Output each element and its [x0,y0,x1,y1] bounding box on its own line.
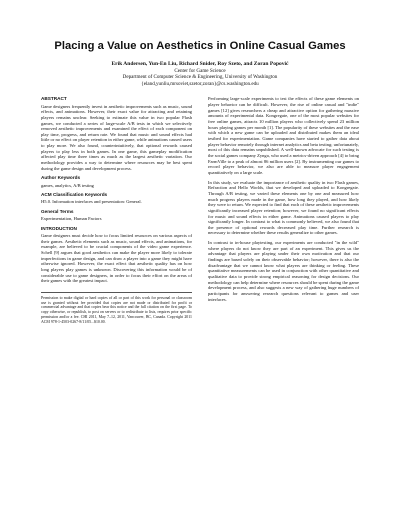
right-paragraph-3: In contrast to in-house playtesting, our experiments are conducted "in the wild" where players do not know they are part of an experiment. This gives us the advantage that players are playing under their own motivation and that our findings are based solely on their observable behavior; however, there is also the disadvantage that we cannot know what players are thinking or feeling. These quantitative measurements can be used in conjunction with other quantitative and qualitative data to provide strong empirical reasoning for design decisions. Our methodology can help determine where resources should be spent during the game development process, and also suggests a new way of gathering huge numbers of participants for answering research questions relevant to games and user interfaces. [208,240,359,302]
right-paragraph-1: Performing large-scale experiments to test the effects of these game elements on player behavior can be difficult. However, the rise of online casual and "indie" games [12] gives researchers a cheap and attractive option for gathering massive amounts of experimental data. Kongregate, one of the most popular websites for free online games, attracts 10 million players who collectively spend 23 million hours playing games per month [1]. The popularity of these websites and the ease with which a new game can be uploaded and distributed makes them an ideal testbed for experimentation. Game companies have started to gather data about player behavior remotely through internet analytics and beta testing; unfortunately, most of this data remains unpublished. A well-known advocate for such testing is the social games company Zynga, who used a metrics-driven approach [4] to bring FarmVille to a peak of almost 86 million users [2]. By instrumenting our games to record player behavior, we also are able to measure player engagement quantitatively on a large scale. [208,96,359,175]
author-keywords-heading: Author Keywords [41,175,81,181]
abstract-heading: ABSTRACT [41,96,67,102]
introduction-heading: INTRODUCTION [41,225,77,231]
affiliation-department: Department of Computer Science & Engineering, University of Washington [122,74,278,81]
author-names: Erik Andersen, Yun-En Liu, Richard Snider, Roy Szeto, and Zoran Popović [111,61,289,67]
general-terms-heading: General Terms [41,209,74,215]
general-terms-text: Experimentation, Human Factors [41,216,102,222]
author-keywords-text: games, analytics, A/B testing [41,182,94,188]
author-emails: {eland,yunliu,mrsoviet,szetor,zoran}@cs.washington.edu [141,80,259,87]
acm-classification-heading: ACM Classification Keywords [41,192,108,198]
left-column [41,96,192,324]
right-column [208,96,359,324]
introduction-text: Game designers must decide how to focus limited resources on various aspects of their games. Aesthetic elements such as music, sound effects, and animations, for example, are believed to be crucial components of the video game experience. Schell [9] argues that good aesthetics can make the player more likely to tolerate imperfections in game design, and can draw a player into a game they might have otherwise ignored. However, the exact effect that aesthetic quality has on how long players play games is unknown. Discovering this information would be of considerable use to game designers, in order to focus their effort on the areas of their games with the greatest impact. [41,233,192,284]
abstract-text: Game designers frequently invest in aesthetic improvements such as music, sound effects, and animations. However, their exact value for attracting and retaining players remains unclear. Seeking to estimate this value in two popular Flash games, we conducted a series of large-scale A/B tests in which we selectively removed aesthetic improvements and examined the effect of each component on play time, progress, and return rate. We found that music and sound effects had little or no effect on player retention in either game, while animations caused users to play more. We also found, counterintuitively, that optional rewards caused players to play less in both games. In one game, this gameplay modification affected play time three times as much as the largest aesthetic variation. Our methodology provides a way to determine where resources may be best spent during the game design and development process. [41,103,192,171]
paper-title: Placing a Value on Aesthetics in Online Casual Games [54,40,346,52]
acm-classification-text: H5.0. Information interfaces and presentation: General. [41,199,142,205]
author-block [41,61,359,87]
affiliation-center: Center for Game Science [174,67,226,74]
two-column-body [41,96,359,324]
right-paragraph-2: In this study, we evaluate the importance of aesthetic quality in two Flash games, Refraction and Hello Worlds, that we developed and uploaded to Kongregate. Through A/B testing, we varied these elements one by one and measured how much progress players made in the game, how long they played, and how likely they were to return. We expected to find that each of these aesthetic improvements significantly increased player retention; however, we found no significant effects for music and sound effects in either game. Animations caused players to play significantly longer. In contrast to what is commonly believed, we also found that the presence of optional rewards decreased play time. Further research is necessary to determine whether these results generalize to other games. [208,179,359,236]
copyright-footnote: Permission to make digital or hard copies of all or part of this work for personal or classroom use is granted without fee provided that copies are not made or distributed for profit or commercial advantage and that copies bear this notice and the full citation on the first page. To copy otherwise, or republish, to post on servers or to redistribute to lists, requires prior specific permission and/or a fee. CHI 2011, May 7–12, 2011, Vancouver, BC, Canada. Copyright 2011 ACM 978-1-4503-0267-8/11/05...$10.00. [41,292,192,325]
